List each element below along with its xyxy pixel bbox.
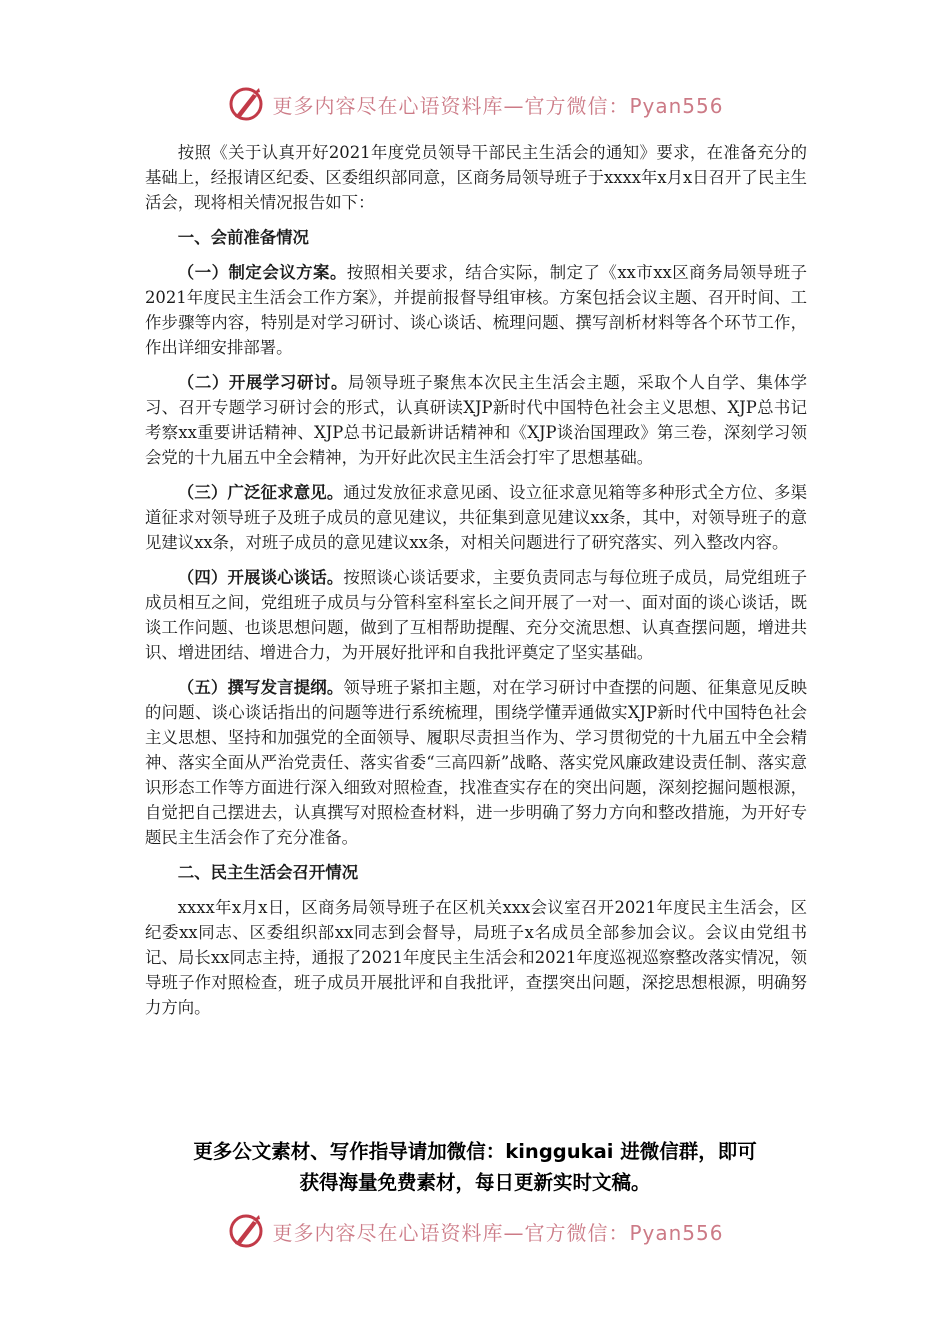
item-5-paragraph (145, 675, 807, 850)
promo-notice (0, 1136, 950, 1198)
item-1-text: 按照相关要求，结合实际，制定了《xx市xx区商务局领导班子2021年度民主生活会工作方案》，并提前报督导组审核。方案包括会议主题、召开时间、工作步骤等内容，特别是对学习研讨、谈心谈话、梳理问题、撰写剖析材料等各个环节工作，作出详细安排部署。 (145, 263, 807, 357)
promo-line-1: 更多公文素材、写作指导请加微信：kinggukai 进微信群，即可 (193, 1140, 757, 1163)
item-5-text: 领导班子紧扣主题，对在学习研讨中查摆的问题、征集意见反映的问题、谈心谈话指出的问题等进行系统梳理，围绕学懂弄通做实XJP新时代中国特色社会主义思想、坚持和加强党的全面领导、履职尽责担当作为、学习贯彻党的十九届五中全会精神、落实全面从严治党责任、落实省委“三高四新”战略、落实党风廉政建设责任制、落实意识形态工作等方面进行深入细致对照检查，找准查实存在的突出问题，深刻挖掘问题根源，自觉把自己摆进去，认真撰写对照检查材料，进一步明确了努力方向和整改措施，为开好专题民主生活会作了充分准备。 (145, 678, 807, 847)
item-2-lead: （二）开展学习研讨。 (177, 373, 349, 392)
header-banner (0, 82, 950, 126)
item-3-paragraph (145, 480, 807, 555)
item-4-text: 按照谈心谈话要求，主要负责同志与每位班子成员，局党组班子成员相互之间，党组班子成员与分管科室科室长之间开展了一对一、面对面的谈心谈话，既谈工作问题、也谈思想问题，做到了互相帮助提醒、充分交流思想、认真查摆问题，增进共识、增进团结、增进合力，为开展好批评和自我批评奠定了坚实基础。 (145, 568, 807, 662)
header-banner-text: 更多内容尽在心语资料库—官方微信：Pyan556 (272, 93, 724, 118)
item-1-lead: （一）制定会议方案。 (177, 263, 347, 282)
footer-banner-text: 更多内容尽在心语资料库—官方微信：Pyan556 (272, 1220, 724, 1245)
pen-quill-logo-icon (226, 1211, 266, 1251)
item-4-lead: （四）开展谈心谈话。 (177, 568, 344, 587)
section-2-heading: 二、民主生活会召开情况 (177, 863, 359, 882)
section-1-heading: 一、会前准备情况 (177, 228, 309, 247)
item-4-paragraph (145, 565, 807, 665)
document-body (145, 140, 807, 1030)
item-3-lead: （三）广泛征求意见。 (177, 483, 344, 502)
item-2-paragraph (145, 370, 807, 470)
pen-quill-logo-icon (226, 84, 266, 124)
footer-banner (0, 1209, 950, 1253)
item-2-text: 局领导班子聚焦本次民主生活会主题，采取个人自学、集体学习、召开专题学习研讨会的形式，认真研读XJP新时代中国特色社会主义思想、XJP总书记考察xx重要讲话精神、XJP总书记最新讲话精神和《XJP谈治国理政》第三卷，深刻学习领会党的十九届五中全会精神，为开好此次民主生活会打牢了思想基础。 (145, 373, 808, 467)
promo-line-2: 获得海量免费素材，每日更新实时文稿。 (299, 1171, 651, 1194)
item-1-paragraph (145, 260, 807, 360)
item-3-text: 通过发放征求意见函、设立征求意见箱等多种形式全方位、多渠道征求对领导班子及班子成员的意见建议，共征集到意见建议xx条，其中，对领导班子的意见建议xx条，对班子成员的意见建议xx条，对相关问题进行了研究落实、列入整改内容。 (145, 483, 807, 552)
item-5-lead: （五）撰写发言提纲。 (177, 678, 344, 697)
intro-paragraph: 按照《关于认真开好2021年度党员领导干部民主生活会的通知》要求，在准备充分的基础上，经报请区纪委、区委组织部同意，区商务局领导班子于xxxx年x月x日召开了民主生活会，现将相关情况报告如下： (145, 143, 807, 212)
section-2-paragraph: xxxx年x月x日，区商务局领导班子在区机关xxx会议室召开2021年度民主生活会，区纪委xx同志、区委组织部xx同志到会督导，局班子x名成员全部参加会议。会议由党组书记、局长xx同志主持，通报了2021年度民主生活会和2021年度巡视巡察整改落实情况，领导班子作对照检查，班子成员开展批评和自我批评，查摆突出问题，深挖思想根源，明确努力方向。 (145, 898, 807, 1017)
